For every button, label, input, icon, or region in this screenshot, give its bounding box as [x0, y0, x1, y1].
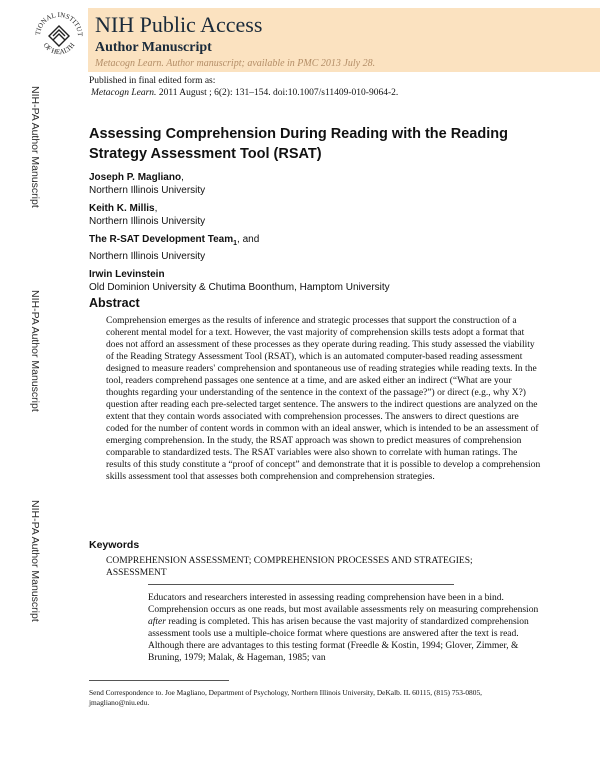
author-affiliation: Old Dominion University & Chutima Boonthum, Hamptom University [89, 281, 390, 293]
author-affiliation: Northern Illinois University [89, 250, 206, 262]
author-name: Keith K. Millis [89, 203, 155, 214]
svg-text:NATIONAL INSTITUTES [32, 6, 84, 37]
section-divider [148, 584, 454, 585]
nih-seal-logo [32, 6, 86, 66]
correspondence-footnote: Send Correspondence to. Joe Magliano, Department of Psychology, Northern Illinois University, DeKalb. IL 60115, (815) 753-0805, jmagliano@niu.edu. [89, 688, 482, 707]
sidebar-label: NIH-PA Author Manuscript [29, 86, 41, 208]
article-title: Assessing Comprehension During Reading with the Reading Strategy Assessment Tool (RSAT) [89, 126, 508, 162]
author-footnote-marker: 1 [233, 240, 238, 247]
sidebar-label: NIH-PA Author Manuscript [29, 290, 41, 412]
body-emphasis: after [148, 617, 166, 627]
author-name: The R-SAT Development Team [89, 234, 234, 245]
author-suffix: , [154, 203, 158, 214]
header-citation-journal: Metacogn Learn. [95, 58, 164, 69]
svg-text:OF HEALTH [42, 41, 77, 56]
author-affiliation: Northern Illinois University [89, 184, 206, 196]
header-title: NIH Public Access [95, 12, 263, 37]
logo-text-top: TIONAL INSTITUT [33, 10, 85, 37]
author-suffix: , [181, 172, 184, 183]
sidebar-label: NIH-PA Author Manuscript [29, 500, 41, 622]
keywords-text: COMPREHENSION ASSESSMENT; COMPREHENSION PROCESSES AND STRATEGIES; ASSESSMENT [106, 556, 473, 578]
abstract-heading: Abstract [89, 296, 140, 310]
keywords-heading: Keywords [89, 539, 140, 551]
author-entry [89, 172, 549, 197]
author-list [89, 172, 549, 300]
logo-text-bottom: OF HEALTH [41, 41, 77, 57]
body-text-end: reading is completed. This has arisen because the vast majority of standardized comprehension assessment tools use a multiple-choice format where questions are answered after the text is read. Although there are advantages to this testing format (Freedle & Kostin, 1994; Glover, Zimmer, & Bruning, 1979; Malak, & Hageman, 1985; van [148, 617, 529, 663]
author-entry [89, 234, 549, 263]
author-entry [89, 269, 549, 294]
publication-journal: Metacogn Learn. [91, 88, 157, 98]
publication-info [89, 75, 398, 99]
header-citation-rest: Author manuscript; available in PMC 2013 July 28. [163, 58, 376, 69]
footnote-divider [89, 680, 229, 681]
author-name: Joseph P. Magliano [89, 172, 182, 183]
author-suffix: , and [237, 234, 260, 245]
author-name: Irwin Levinstein [89, 269, 165, 280]
header-subtitle: Author Manuscript [95, 40, 212, 55]
author-affiliation: Northern Illinois University [89, 215, 206, 227]
abstract-text: Comprehension emerges as the results of inference and strategic processes that support the construction of a coherent mental model for a text. However, the vast majority of comprehension skills tests adopt a format that does not afford an assessment of these processes as they operate during reading. This study assessed the viability of the Reading Strategy Assessment Tool (RSAT), which is an automated computer-based reading assessment designed to measure readers' comprehension and spontaneous use of reading strategies while reading texts. In the tool, readers comprehend passages one sentence at a time, and are asked either an indirect (“What are your thoughts regarding your understanding of the sentence in the context of the passage?”) or direct (e.g., why X?) question after reading each pre-selected target sentence. The answers to the indirect questions are analyzed on the extent that they contain words associated with comprehension processes. The answers to direct questions are coded for the number of content words in common with an ideal answer, which is intended to be an assessment of emerging comprehension. In the study, the RSAT approach was shown to predict measures of comprehension comparable to standardized tests. The RSAT variables were also shown to correlate with human ratings. The results of this study constitute a “proof of concept” and demonstrate that it is possible to develop a comprehension skills assessment tool that assesses both comprehension and comprehension strategies. [106, 316, 541, 482]
body-text-start: Educators and researchers interested in assessing reading comprehension have been in a bind. Comprehension occurs as one reads, but most available assessments rely on measuring comprehension [148, 593, 539, 615]
publication-line: Published in final edited form as: [89, 76, 216, 86]
header-citation [95, 58, 375, 69]
body-paragraph [148, 592, 544, 664]
publication-citation [89, 87, 398, 99]
publication-details: 2011 August ; 6(2): 131–154. doi:10.1007/s11409-010-9064-2. [156, 88, 399, 98]
author-entry [89, 203, 549, 228]
